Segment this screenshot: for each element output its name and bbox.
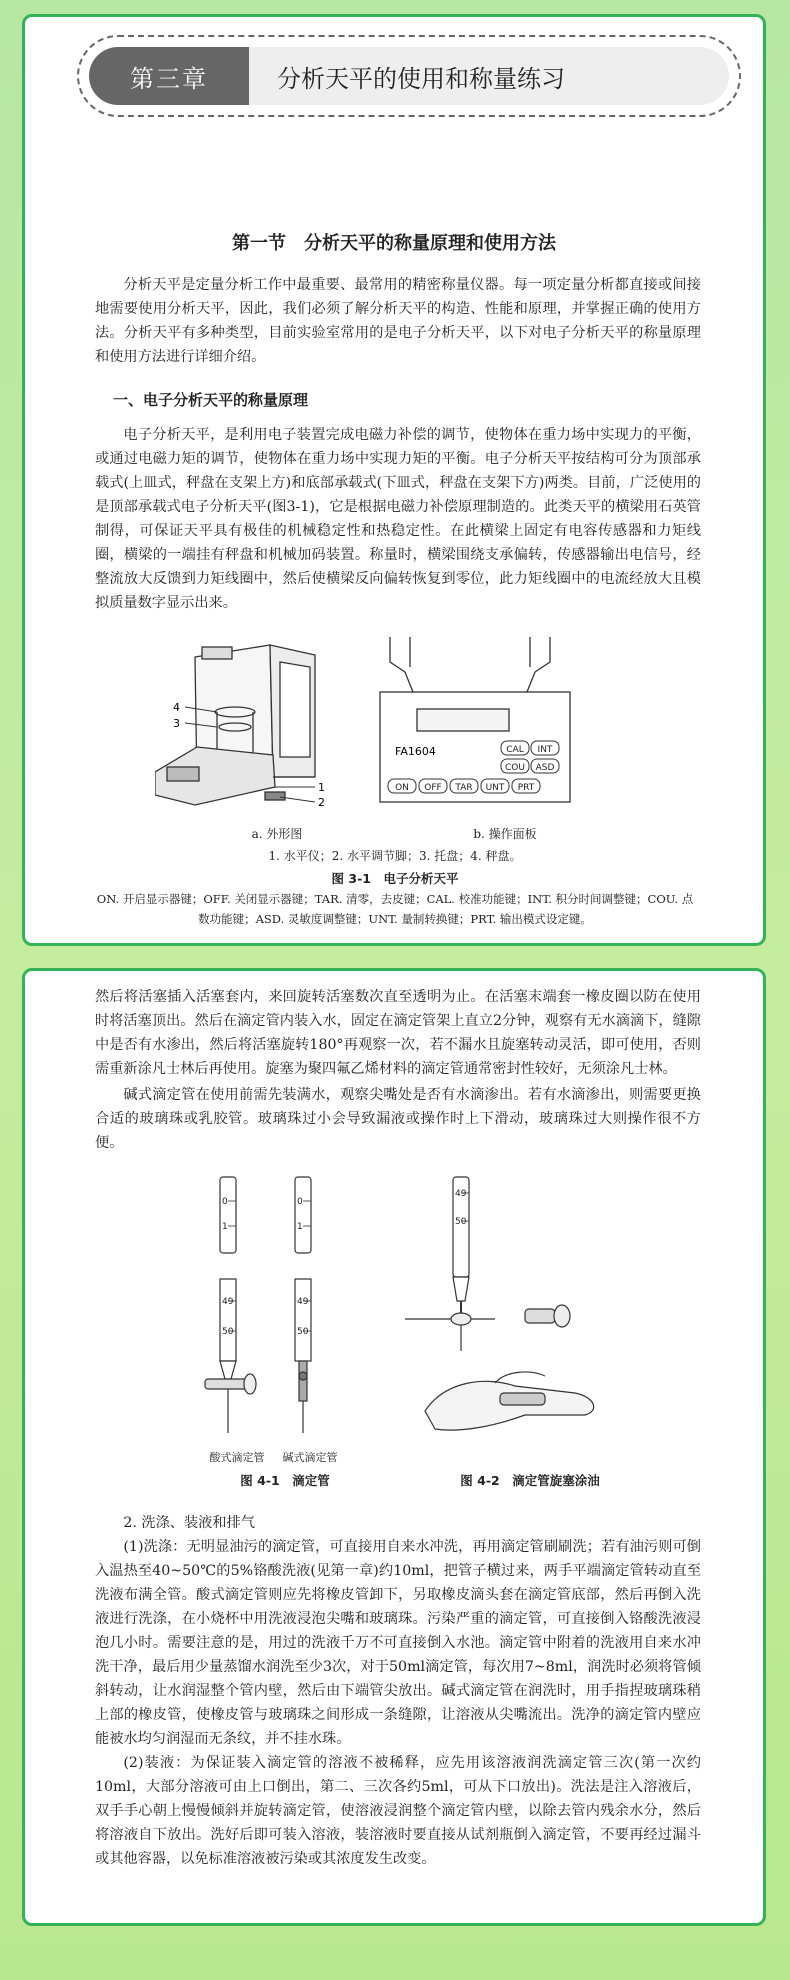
callout-2: 2 [318,796,325,809]
chapter-title: 分析天平的使用和称量练习 [277,64,565,93]
callout-4: 4 [173,701,180,714]
grease-tick-49: 49 [455,1189,467,1199]
base-burette-label: 碱式滴定管 [282,1451,338,1464]
section-title: 第一节 分析天平的称量原理和使用方法 [232,233,556,254]
on-key: ON [395,783,409,793]
unt-key: UNT [485,783,505,793]
paragraph-intro: 分析天平是定量分析工作中最重要、最常用的精密称量仪器。每一项定量分析都直接或间接地需要使用分析天平，因此，我们必须了解分析天平的构造、性能和原理，并掌握正确的使用方法。分析天平有多种类型，目前实验室常用的是电子分析天平，以下对电子分析天平的称量原理和使用方法进行详细介绍。 [95,277,701,365]
acid-burette-label: 酸式滴定管 [209,1451,265,1464]
cou-key: COU [505,763,525,773]
paragraph-stopcock: 然后将活塞插入活塞套内，来回旋转活塞数次直至透明为止。在活塞末端套一橡皮圈以防在使用时将活塞顶出。然后在滴定管内装入水，固定在滴定管架上直立2分钟，观察有无水滴滴下，缝隙中是否有水渗出，然后将活塞旋转180°再观察一次，若不漏水且旋塞转动灵活，即可使用，否则需重新涂凡士林后再使用。旋塞为聚四氟乙烯材料的滴定管通常密封性较好，无须涂凡士林。 [95,989,701,1077]
paragraph-base-burette: 碱式滴定管在使用前需先装满水，观察尖嘴处是否有水滴渗出。若有水滴渗出，则需要更换合适的玻璃珠或乳胶管。玻璃珠过小会导致漏液或操作时上下滑动，玻璃珠过大则操作很不方便。 [95,1087,701,1151]
page-card-2 [22,968,766,1926]
paragraph-principle: 电子分析天平，是利用电子装置完成电磁力补偿的调节，使物体在重力场中实现力的平衡，或通过电磁力矩的调节，使物体在重力场中实现力矩的平衡。电子分析天平按结构可分为顶部承载式(上皿式，秤盘在支架上方)和底部承载式(下皿式，秤盘在支架下方)两类。目前，广泛使用的是顶部承载式电子分析天平(图3-1)，它是根据电磁力补偿原理制造的。此类天平的横梁用石英管制得，可保证天平具有极佳的机械稳定性和热稳定性。在此横梁上固定有电容传感器和力矩线圈，横梁的一端挂有秤盘和机械加码装置。称量时，横梁围绕支承偏转，传感器输出电信号，经整流放大反馈到力矩线圈中，然后使横梁反向偏转恢复到零位，此力矩线圈中的电流经放大且模拟质量数字显示出来。 [95,427,701,611]
cal-key: CAL [506,745,524,755]
tar-key: TAR [455,783,473,793]
callout-3: 3 [173,717,180,730]
int-key: INT [537,745,553,755]
acid-tick-49: 49 [222,1297,234,1307]
base-tick-1: 1 [297,1222,303,1232]
paragraph-filling: (2)装液：为保证装入滴定管的溶液不被稀释，应先用该溶液润洗滴定管三次(第一次约10ml，大部分溶液可由上口倒出，第二、三次各约5ml，可从下口放出)。洗法是注入溶液后，双手手心朝上慢慢倾斜并旋转滴定管，使溶液浸润整个滴定管内壁，以除去管内残余水分，然后将溶液自下放出。洗好后即可装入溶液，装溶液时要直接从试剂瓶倒入滴定管，不要再经过漏斗或其他容器，以免标准溶液被污染或其浓度发生改变。 [95,1755,701,1867]
prt-key: PRT [517,783,535,793]
base-tick-49: 49 [297,1297,309,1307]
paragraph-washing: (1)洗涤：无明显油污的滴定管，可直接用自来水冲洗，再用滴定管刷刷洗；若有油污则可倒入温热至40~50℃的5%铬酸洗液(见第一章)约10ml，把管子横过来，两手平端滴定管转动直至洗液布满全管。酸式滴定管则应先将橡皮管卸下，另取橡皮滴头套在滴定管底部，然后再倒入洗液进行洗涤，在小烧杯中用洗液浸泡尖嘴和玻璃珠。污染严重的滴定管，可直接倒入铬酸洗液浸泡几小时。需要注意的是，用过的洗液千万不可直接倒入水池。滴定管中附着的洗液用自来水冲洗干净，最后用少量蒸馏水润洗至少3次，对于50ml滴定管，每次用7~8ml，润洗时必须将管倾斜转动，让水润湿整个管内壁，然后由下端管尖放出。碱式滴定管在润洗时，用手指捏玻璃珠稍上部的橡皮管，使橡皮管与玻璃珠之间形成一条缝隙，让溶液从尖嘴流出。洗净的滴定管内壁应能被水均匀润湿而无条纹，并不挂水珠。 [95,1539,701,1747]
base-tick-50: 50 [297,1327,309,1337]
chapter-banner [77,35,741,117]
grease-tick-50: 50 [455,1217,467,1227]
chapter-tag: 第三章 [89,47,249,105]
acid-tick-50: 50 [222,1327,234,1337]
fig42-title: 图 4-2 滴定管旋塞涂油 [460,1473,600,1488]
base-tick-0: 0 [297,1197,303,1207]
page-card-1 [22,14,766,946]
asd-key: ASD [535,763,555,773]
callout-1: 1 [318,781,325,794]
balance-panel-drawing [380,637,570,802]
fig31-parts: 1. 水平仪；2. 水平调节脚；3. 托盘；4. 秤盘。 [268,849,522,863]
burette-figure [195,1171,375,1481]
heading-wash-fill: 2. 洗涤、装液和排气 [123,1515,255,1531]
acid-tick-1: 1 [222,1222,228,1232]
fig31-legend: ON. 开启显示器键；OFF. 关闭显示器键；TAR. 清零，去皮键；CAL. 校准功能键；INT. 积分时间调整键；COU. 点数功能键；ASD. 灵敏度调整键；UNT. 量制转换键；PRT. 输出模式设定键。 [96,892,694,926]
balance-figure [155,637,655,837]
acid-tick-0: 0 [222,1197,228,1207]
fig31-label-b: b. 操作面板 [473,827,537,841]
fig41-title: 图 4-1 滴定管 [240,1473,330,1488]
subsection-title: 一、电子分析天平的称量原理 [113,391,309,409]
off-key: OFF [424,783,442,793]
stopcock-grease-figure [405,1171,645,1461]
panel-model-label: FA1604 [395,745,436,758]
fig31-title: 图 3-1 电子分析天平 [331,871,459,886]
fig31-label-a: a. 外形图 [251,827,303,841]
